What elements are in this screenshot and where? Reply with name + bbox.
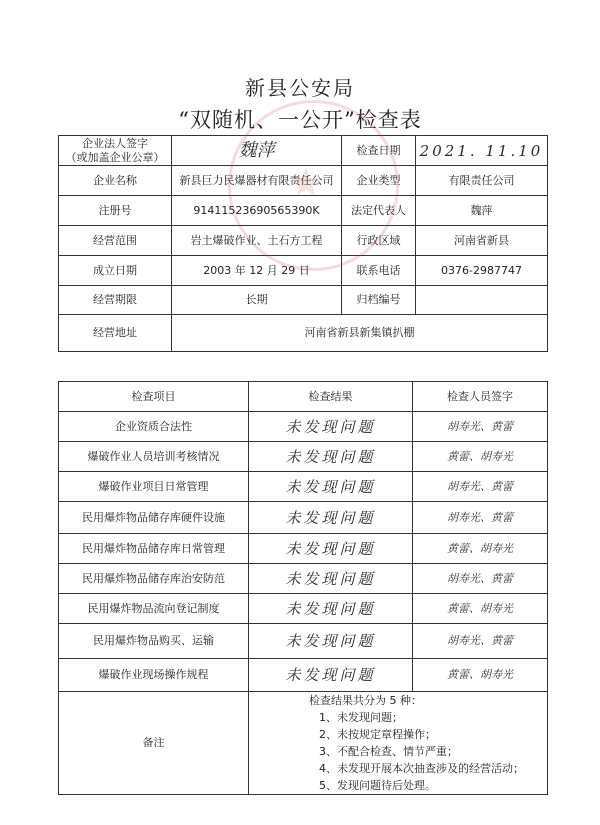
check-signature: 黄蕾、胡寿光 — [413, 594, 548, 624]
checks-table — [58, 381, 548, 795]
check-item: 民用爆炸物品购买、运输 — [59, 624, 249, 659]
remarks-row — [59, 692, 548, 795]
inspection-table — [58, 135, 548, 352]
check-item: 民用爆炸物品流向登记制度 — [59, 594, 249, 624]
check-item: 民用爆炸物品储存库日常管理 — [59, 534, 249, 564]
remarks-item: 4、未发现开展本次抽查涉及的经营活动； — [319, 762, 524, 775]
page-title: 新县公安局 — [245, 76, 355, 100]
check-signature: 胡寿光、黄蕾 — [413, 624, 548, 659]
check-signature: 胡寿光、黄蕾 — [413, 472, 548, 502]
row-company — [59, 166, 548, 196]
check-result: 未发现问题 — [249, 659, 413, 692]
scope-value: 岩土爆破作业、土石方工程 — [172, 226, 342, 256]
rep-value: 魏萍 — [416, 196, 548, 226]
check-result: 未发现问题 — [249, 594, 413, 624]
scope-label: 经营范围 — [59, 226, 172, 256]
check-result: 未发现问题 — [249, 624, 413, 659]
check-item: 民用爆炸物品储存库治安防范 — [59, 564, 249, 594]
row-registration — [59, 196, 548, 226]
col-item-header: 检查项目 — [59, 382, 249, 412]
archive-label: 归档编号 — [342, 286, 416, 315]
phone-value: 0376-2987747 — [416, 256, 548, 286]
remarks-intro: 检查结果共分为 5 种： — [309, 694, 422, 707]
remarks-item: 3、不配合检查、情节严重； — [319, 745, 458, 758]
company-name-label: 企业名称 — [59, 166, 172, 196]
region-label: 行政区域 — [342, 226, 416, 256]
check-item: 爆破作业人员培训考核情况 — [59, 442, 249, 472]
check-result: 未发现问题 — [249, 564, 413, 594]
check-row — [59, 594, 548, 624]
check-item: 爆破作业项目日常管理 — [59, 472, 249, 502]
check-row — [59, 564, 548, 594]
addr-value: 河南省新县新集镇扒棚 — [172, 315, 548, 352]
check-item: 企业资质合法性 — [59, 412, 249, 442]
remarks-content — [249, 692, 548, 795]
sign-label: 企业法人签字 （或加盖企业公章） — [59, 136, 172, 166]
check-row — [59, 659, 548, 692]
check-row — [59, 442, 548, 472]
remarks-item: 5、发现问题待后处理。 — [319, 779, 436, 792]
term-label: 经营期限 — [59, 286, 172, 315]
checks-header-row — [59, 382, 548, 412]
region-value: 河南省新县 — [416, 226, 548, 256]
term-value: 长期 — [172, 286, 342, 315]
check-row — [59, 412, 548, 442]
check-signature: 胡寿光、黄蕾 — [413, 564, 548, 594]
row-signature — [59, 136, 548, 166]
check-signature: 黄蕾、胡寿光 — [413, 534, 548, 564]
check-signature: 胡寿光、黄蕾 — [413, 502, 548, 534]
rep-label: 法定代表人 — [342, 196, 416, 226]
check-signature: 黄蕾、胡寿光 — [413, 659, 548, 692]
check-result: 未发现问题 — [249, 412, 413, 442]
company-name-value: 新县巨力民爆器材有限责任公司 — [172, 166, 342, 196]
col-sign-header: 检查人员签字 — [413, 382, 548, 412]
archive-value — [416, 286, 548, 315]
check-signature: 黄蕾、胡寿光 — [413, 442, 548, 472]
col-result-header: 检查结果 — [249, 382, 413, 412]
check-row — [59, 534, 548, 564]
date-label: 检查日期 — [342, 136, 416, 166]
check-result: 未发现问题 — [249, 472, 413, 502]
check-result: 未发现问题 — [249, 502, 413, 534]
sign-value: 魏萍 — [172, 136, 342, 166]
page-subtitle: “双随机、一公开”检查表 — [178, 108, 422, 132]
check-item: 爆破作业现场操作规程 — [59, 659, 249, 692]
company-type-label: 企业类型 — [342, 166, 416, 196]
check-result: 未发现问题 — [249, 534, 413, 564]
est-label: 成立日期 — [59, 256, 172, 286]
check-item: 民用爆炸物品储存库硬件设施 — [59, 502, 249, 534]
check-row — [59, 502, 548, 534]
check-result: 未发现问题 — [249, 442, 413, 472]
check-signature: 胡寿光、黄蕾 — [413, 412, 548, 442]
phone-label: 联系电话 — [342, 256, 416, 286]
company-type-value: 有限责任公司 — [416, 166, 548, 196]
row-established — [59, 256, 548, 286]
est-value: 2003 年 12 月 29 日 — [172, 256, 342, 286]
check-row — [59, 624, 548, 659]
row-scope — [59, 226, 548, 256]
reg-label: 注册号 — [59, 196, 172, 226]
addr-label: 经营地址 — [59, 315, 172, 352]
row-term — [59, 286, 548, 315]
remarks-item: 2、未按规定章程操作； — [319, 728, 436, 741]
seal-star-icon: ★ — [288, 160, 324, 206]
reg-value: 91411523690565390K — [172, 196, 342, 226]
remarks-label: 备注 — [59, 692, 249, 795]
row-address — [59, 315, 548, 352]
check-row — [59, 472, 548, 502]
date-value: 2021. 11.10 — [416, 136, 548, 166]
remarks-item: 1、未发现问题； — [319, 711, 403, 724]
